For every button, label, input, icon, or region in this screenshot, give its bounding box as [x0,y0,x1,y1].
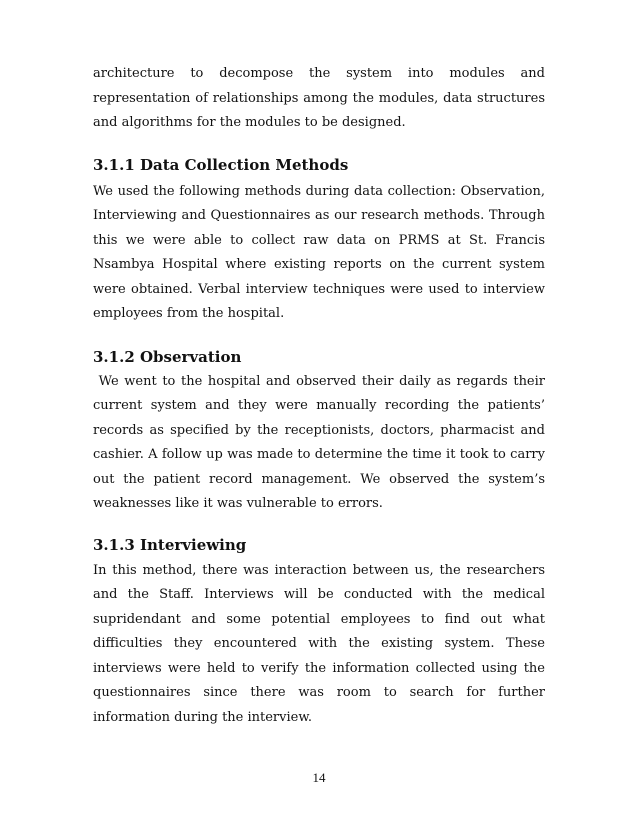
paragraph-interviewing: In this method, there was interaction between us, the researchers and the Staff. Interviews will be conducted with the medical supridendant and some potential employees to find out what difficulties they encountered with the existing system. These interviews were held to verify the information collected using the questionnaires since there was room to search for further information during the interview. [93,562,545,725]
heading-observation: 3.1.2 Observation [93,347,242,366]
paragraph-observation: We went to the hospital and observed their daily as regards their current system and they were manually recording the patients’ records as specified by the receptionists, doctors, pharmacist and cashier. A follow up was made to determine the time it took to carry out the patient record management. We observed the system’s weaknesses like it was vulnerable to errors. [93,373,550,511]
heading-interviewing: 3.1.3 Interviewing [93,535,247,554]
page-content [93,62,550,730]
paragraph-data-collection-methods: We used the following methods during data collection: Observation, Interviewing and Questionnaires as our research methods. Through this we were able to collect raw data on PRMS at St. Francis Nsambya Hospital where existing reports on the current system were obtained. Verbal interview techniques were used to interview employees from the hospital. [93,183,545,321]
heading-data-collection-methods: 3.1.1 Data Collection Methods [93,155,349,174]
page-number: 14 [312,770,326,785]
intro-paragraph: architecture to decompose the system into modules and representation of relationships among the modules, data structures and algorithms for the modules to be designed. [93,66,545,130]
